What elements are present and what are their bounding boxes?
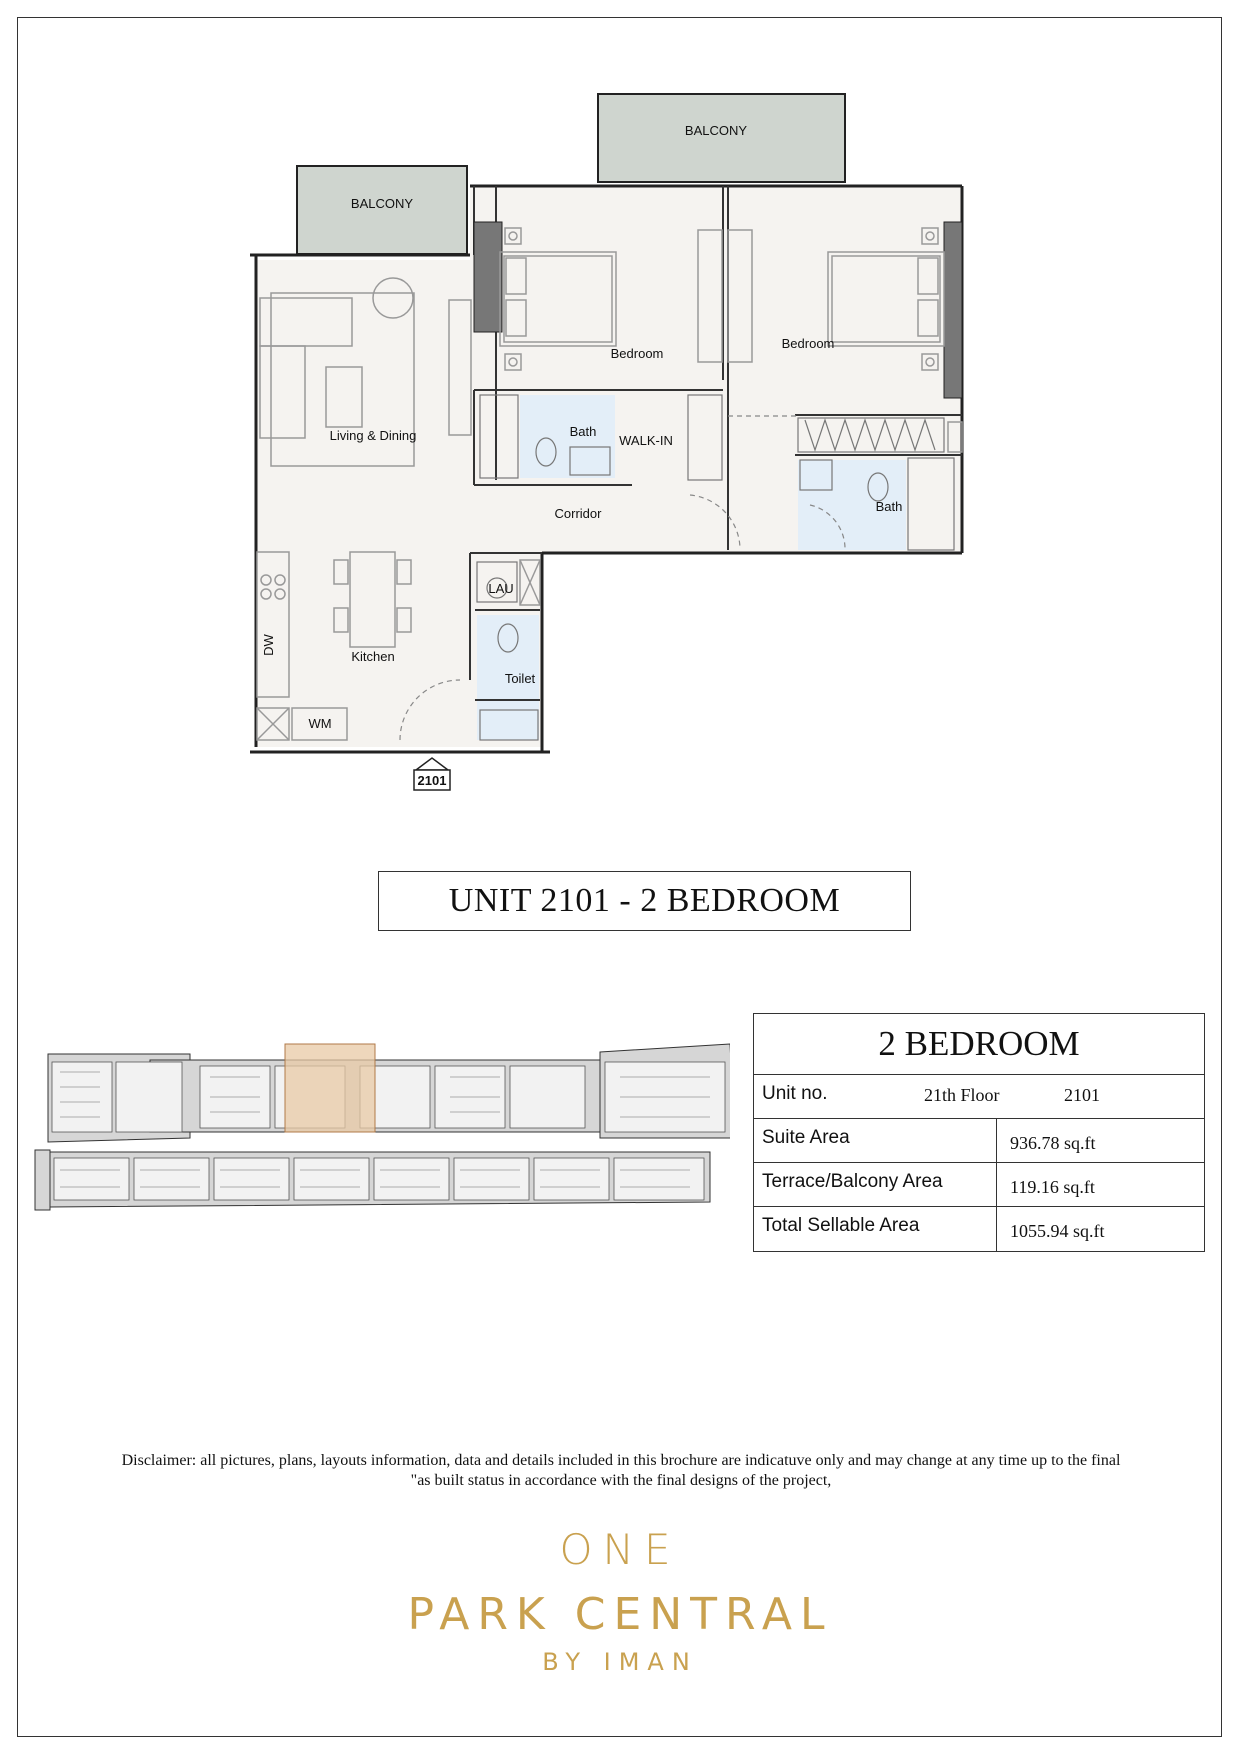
logo-park-central: PARK CENTRAL bbox=[407, 1589, 833, 1640]
bedroom-2-label: Bedroom bbox=[781, 336, 835, 351]
floor-plan bbox=[0, 0, 1241, 800]
logo-by-iman: BY IMAN bbox=[542, 1648, 698, 1676]
balcony-area-label: Terrace/Balcony Area bbox=[754, 1163, 997, 1206]
lau-label: LAU bbox=[488, 581, 514, 596]
total-area-value: 1055.94 sq.ft bbox=[1010, 1221, 1105, 1241]
corridor-label: Corridor bbox=[554, 506, 602, 521]
dishwasher-label: DW bbox=[261, 634, 276, 656]
unit-number-row bbox=[754, 1075, 1204, 1119]
table-row bbox=[754, 1207, 1204, 1251]
unit-info-table bbox=[753, 1013, 1205, 1252]
unit-number-value: 2101 bbox=[1064, 1085, 1100, 1105]
highlighted-unit bbox=[285, 1044, 375, 1132]
toilet-label: Toilet bbox=[504, 671, 536, 686]
column bbox=[474, 222, 502, 332]
brand-logo bbox=[300, 1525, 940, 1676]
column bbox=[944, 222, 962, 398]
walk-in-label: WALK-IN bbox=[619, 433, 673, 448]
bath-1-label: Bath bbox=[569, 424, 597, 439]
key-plan bbox=[30, 1042, 730, 1222]
balcony-right bbox=[598, 94, 845, 182]
table-heading: 2 BEDROOM bbox=[754, 1014, 1204, 1075]
table-row bbox=[754, 1119, 1204, 1163]
balcony-right-label: BALCONY bbox=[684, 123, 748, 138]
logo-one: ONE bbox=[559, 1525, 681, 1574]
suite-area-value: 936.78 sq.ft bbox=[1010, 1133, 1096, 1153]
kitchen-label: Kitchen bbox=[351, 649, 395, 664]
bath-1-area bbox=[520, 395, 615, 478]
unit-no-label: Unit no. bbox=[762, 1083, 828, 1104]
balcony-left-label: BALCONY bbox=[350, 196, 414, 211]
living-dining-label: Living & Dining bbox=[329, 428, 417, 443]
bath-2-label: Bath bbox=[875, 499, 903, 514]
unit-title: UNIT 2101 - 2 BEDROOM bbox=[378, 871, 911, 931]
disclaimer-line-2: "as built status in accordance with the final designs of the project, bbox=[410, 1472, 832, 1489]
table-row bbox=[754, 1163, 1204, 1207]
suite-area-label: Suite Area bbox=[754, 1119, 997, 1162]
total-area-label: Total Sellable Area bbox=[754, 1207, 997, 1251]
disclaimer-line-1: Disclaimer: all pictures, plans, layouts information, data and details included in this brochure are indicatuve only and may change at any time up to the final bbox=[121, 1452, 1121, 1469]
washing-machine-label: WM bbox=[308, 716, 332, 731]
disclaimer bbox=[60, 1451, 1182, 1491]
entrance-tag-label: 2101 bbox=[417, 773, 447, 788]
floor-value: 21th Floor bbox=[924, 1085, 1000, 1105]
balcony-area-value: 119.16 sq.ft bbox=[1010, 1177, 1095, 1197]
bedroom-1-label: Bedroom bbox=[610, 346, 664, 361]
